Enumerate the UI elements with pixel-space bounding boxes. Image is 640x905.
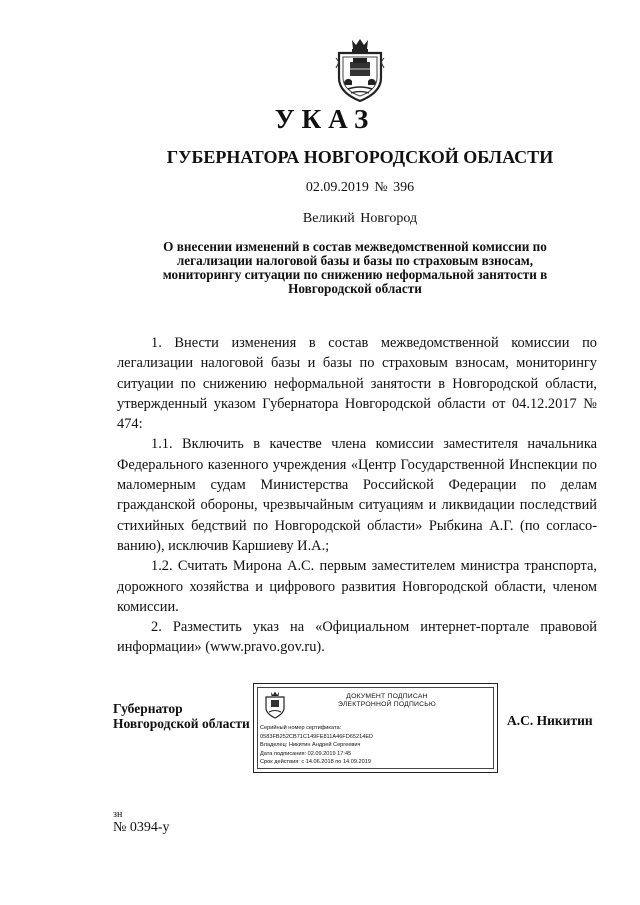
stamp-detail-line: Срок действия: с 14.06.2018 по 14.09.2019 bbox=[260, 759, 371, 766]
electronic-signature-stamp bbox=[253, 683, 498, 773]
stamp-details bbox=[260, 724, 490, 767]
signatory-name: А.С. Никитин bbox=[507, 713, 593, 728]
stamp-heading bbox=[302, 693, 472, 709]
stamp-coat-of-arms-icon bbox=[264, 691, 286, 719]
position-line: Губернатор bbox=[113, 701, 183, 716]
position-line: Новгородской области bbox=[113, 716, 250, 731]
paragraph-1-2: 1.2. Считать Мирона А.С. первым заместителем министра транспорта, дорожного хозяйства и цифрового развития Новгородской области, членом комиссии. bbox=[117, 558, 597, 615]
heading-line: Новгородской области bbox=[288, 281, 422, 296]
signatory-position bbox=[113, 701, 250, 731]
heading-line: легализации налоговой базы и базы по страховым взносам, bbox=[176, 253, 534, 268]
decree-heading bbox=[130, 240, 580, 296]
stamp-detail-line: 0583FB252CB71C149FE811A46FD65214ED bbox=[260, 733, 374, 740]
stamp-detail-line: Дата подписания: 02.09.2019 17:45 bbox=[260, 750, 352, 757]
executor-initials: зн bbox=[113, 809, 123, 820]
decree-body bbox=[117, 333, 597, 658]
coat-of-arms-icon bbox=[334, 38, 386, 102]
heading-line: мониторингу ситуации по снижению неформальной занятости в bbox=[162, 267, 548, 282]
paragraph-1-1: 1.1. Включить в качестве члена комиссии заместителя начальника Федерального казенного учреждения «Центр Государственной Инспекции по маломерным судам Министерства Российской Федерации по делам гражданской обороны, чрезвычайным ситуациям и ликвидации последствий стихийных бедствий по Новгородской области» Рыбкина А.Г. (по согласованию), исключив Каршиеву И.А.; bbox=[117, 436, 597, 554]
date-number-line: 02.09.2019 № 396 bbox=[305, 180, 415, 195]
page-title: УКАЗ bbox=[274, 104, 376, 134]
heading-line: О внесении изменений в состав межведомственной комиссии по bbox=[163, 239, 547, 254]
stamp-heading-line: ДОКУМЕНТ ПОДПИСАН bbox=[346, 693, 428, 700]
stamp-frame bbox=[257, 687, 494, 769]
paragraph-2: 2. Разместить указ на «Официальном интернет-портале правовой информации» (www.pravo.gov.ru). bbox=[117, 619, 597, 656]
stamp-detail-line: Серийный номер сертификата: bbox=[260, 725, 342, 731]
city-line: Великий Новгород bbox=[302, 211, 418, 226]
stamp-detail-line: Владелец: Никитин Андрей Сергеевич bbox=[260, 742, 361, 749]
paragraph-1: 1. Внести изменения в состав межведомственной комиссии по легализации налоговой базы и базы по страховым взносам, мониторингу ситуации по снижению неформальной занятости в Новгородской области, утвержденный указом Губернатора Новгородской области от 04.12.2017 № 474: bbox=[117, 335, 597, 433]
document-number: № 0394-у bbox=[113, 820, 170, 835]
document-footer bbox=[113, 808, 170, 834]
stamp-heading-line: ЭЛЕКТРОННОЙ ПОДПИСЬЮ bbox=[338, 701, 436, 708]
page-subtitle: ГУБЕРНАТОРА НОВГОРОДСКОЙ ОБЛАСТИ bbox=[166, 147, 554, 167]
